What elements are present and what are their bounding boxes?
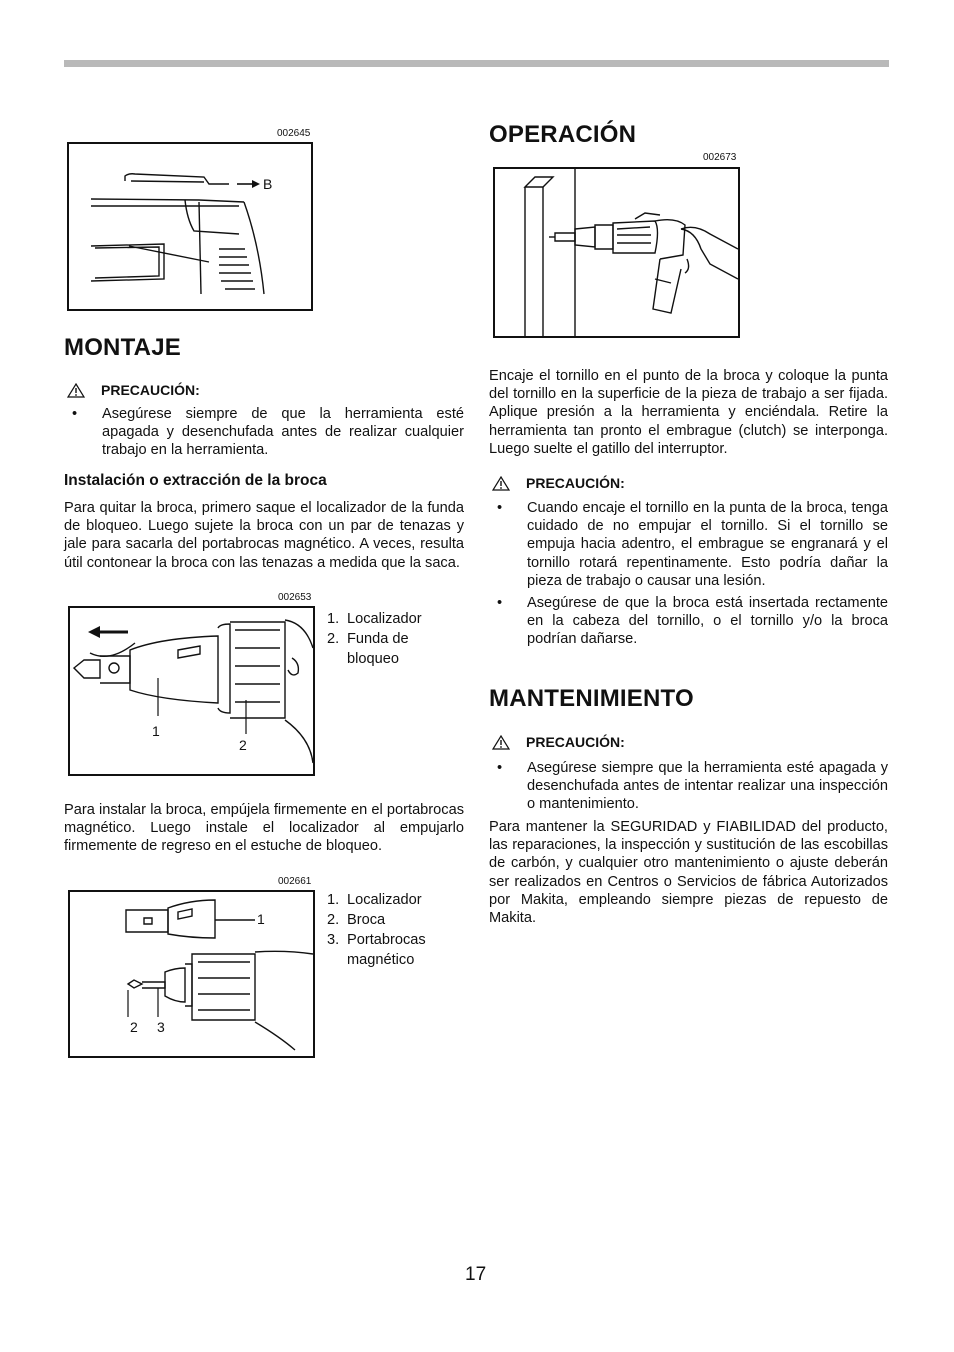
figure-code: 002661 [278,876,312,887]
list-item: • Asegúrese de que la broca está insertada rectamente en la cabeza del tornillo, o el tornillo y/o la broca podrían dañarse. [489,594,888,649]
caution-list [489,499,888,653]
legend-item: 1. Localizador [327,611,422,627]
caution-label: PRECAUCIÓN: [526,734,625,750]
paragraph: Para instalar la broca, empújela firmemente en el portabrocas magnético. Luego instale el localizador al empujarlo firmemente de regreso en el estuche de bloqueo. [64,802,464,855]
callout-3: 3 [157,1019,165,1035]
figure-code: 002673 [703,152,737,163]
legend-item: 1. Localizador [327,892,422,908]
subheading: Instalación o extracción de la broca [64,472,327,489]
figure-legend [327,890,467,970]
paragraph: Para mantener la SEGURIDAD y FIABILIDAD del producto, las reparaciones, la inspección y sustitución de las escobillas de carbón, y cualquier otro mantenimiento o ajuste deberán ser realizados en Centros o Servicios de fábrica Autorizados por Makita, empleando siempre piezas de repuesto de Makita. [489,819,888,927]
callout-2: 2 [239,737,247,753]
figure-legend [327,609,467,669]
arrow-left-icon [88,626,100,638]
section-title-operacion: OPERACIÓN [489,121,637,148]
paragraph: Encaje el tornillo en el punto de la broca y coloque la punta del tornillo en la superficie de la pieza de trabajo a ser fijada. Aplique presión a la herramienta y enciéndala. Retire la herramienta tan pronto el embrague (clutch) se interponga. Luego suelte el gatillo del interruptor. [489,368,888,457]
caution-heading [492,734,625,750]
caution-list [64,405,464,464]
legend-item: 2. Funda de bloqueo [327,631,409,667]
caution-heading [492,475,625,491]
callout-1: 1 [257,911,265,927]
section-title-mantenimiento: MANTENIMIENTO [489,685,694,712]
caution-heading [67,382,200,398]
figure-code: 002645 [277,128,311,139]
paragraph: Para quitar la broca, primero saque el localizador de la funda de bloqueo. Luego sujete la broca con un par de tenazas y jale para sacarla del portabrocas magnético. A veces, resulta útil contonear la broca con las tenazas a medida que la saca. [64,500,464,571]
callout-1: 1 [152,723,160,739]
legend-item: 2. Broca [327,912,386,928]
caution-list [489,759,888,818]
list-item: • Asegúrese siempre que la herramienta esté apagada y desenchufada antes de intentar realizar una inspección o mantenimiento. [489,759,888,814]
legend-item: 3. Portabrocas magnético [327,932,426,968]
arrow-icon [252,180,260,188]
figure-remove-bit [68,606,315,776]
page-number: 17 [465,1264,487,1285]
figure-tool-top [67,142,313,311]
caution-label: PRECAUCIÓN: [101,382,200,398]
callout-2: 2 [130,1019,138,1035]
figure-install-bit [68,890,315,1058]
figure-code: 002653 [278,592,312,603]
warning-icon [492,735,510,750]
figure-operation [493,167,740,338]
callout-b: B [263,176,273,192]
list-item: • Cuando encaje el tornillo en la punta de la broca, tenga cuidado de no empujar el tornillo. Si el tornillo se empuja hacia adentro, el embrague se engranará y el tornillo rotará repentinamente. Esto podría dañar la pieza de trabajo o causar una lesión. [489,499,888,590]
section-title-montaje: MONTAJE [64,334,181,361]
warning-icon [492,476,510,491]
list-item: • Asegúrese siempre de que la herramienta esté apagada y desenchufada antes de realizar cualquier trabajo en la herramienta. [64,405,464,460]
caution-label: PRECAUCIÓN: [526,475,625,491]
warning-icon [67,383,85,398]
header-rule [64,60,889,67]
